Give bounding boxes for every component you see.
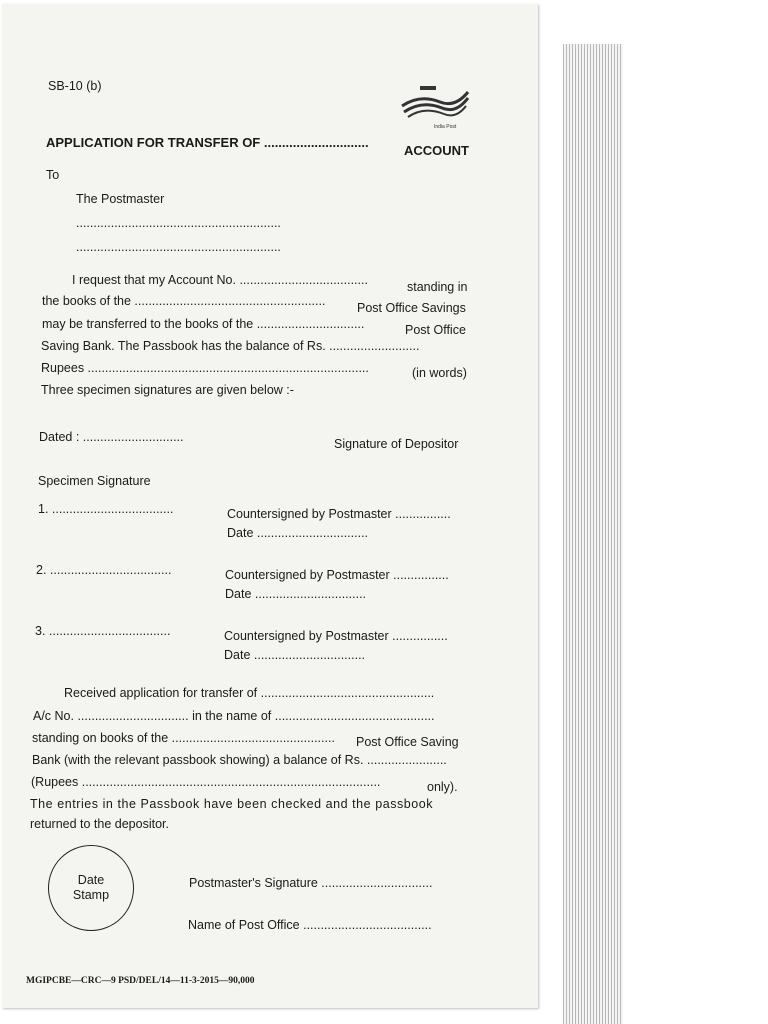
stamp-date-label: Date <box>77 873 105 887</box>
page-stack-edge <box>563 44 623 1024</box>
print-footer: MGIPCBE—CRC—9 PSD/DEL/14—11-3-2015—90,000 <box>26 976 255 986</box>
date-stamp-circle <box>48 845 134 931</box>
stamp-stamp-label: Stamp <box>72 888 110 902</box>
address-line-1: ........................................................... <box>76 216 281 230</box>
postmaster-signature-field: Postmaster's Signature ................................ <box>189 876 433 890</box>
received-line-5: (Rupees ...................................................................................... <box>31 775 381 789</box>
specimen-2: 2. ................................... <box>36 563 172 577</box>
received-line-5-end: only). <box>427 780 458 794</box>
body-line-2: the books of the ....................................................... <box>42 294 326 308</box>
form-title: APPLICATION FOR TRANSFER OF ............................. <box>46 135 369 150</box>
to-label: To <box>46 168 60 182</box>
received-line-7: returned to the depositor. <box>30 817 169 831</box>
post-office-name-field: Name of Post Office ..................................... <box>188 918 432 932</box>
india-post-logo <box>400 84 470 135</box>
body-line-2-end: Post Office Savings <box>357 301 466 315</box>
dated-field: Dated : ............................. <box>39 430 184 444</box>
received-line-3-end: Post Office Saving <box>356 735 459 749</box>
received-line-1: Received application for transfer of .................................................. <box>64 686 435 700</box>
received-line-2: A/c No. ................................ in the name of .............................................. <box>33 709 435 723</box>
received-line-4: Bank (with the relevant passbook showing) a balance of Rs. ....................... <box>32 753 447 767</box>
signature-of-depositor: Signature of Depositor <box>334 437 459 451</box>
body-line-1-end: standing in <box>407 280 468 294</box>
specimen-heading: Specimen Signature <box>38 474 151 488</box>
countersigned-1: Countersigned by Postmaster ................ <box>227 507 451 521</box>
address-line-2: ........................................................... <box>76 240 281 254</box>
received-line-3: standing on books of the ............................................... <box>32 731 335 745</box>
countersigned-3: Countersigned by Postmaster ................ <box>224 629 448 643</box>
date-3: Date ................................ <box>224 648 366 662</box>
form-paper <box>2 4 538 1008</box>
body-line-5: Rupees ................................................................................. <box>41 361 369 375</box>
specimen-3: 3. ................................... <box>35 624 171 638</box>
form-code: SB-10 (b) <box>48 79 102 93</box>
body-line-4: Saving Bank. The Passbook has the balance of Rs. .......................... <box>41 339 420 353</box>
addressee: The Postmaster <box>76 192 165 206</box>
specimen-1: 1. ................................... <box>38 502 174 516</box>
form-title-account: ACCOUNT <box>404 143 469 158</box>
date-1: Date ................................ <box>227 526 369 540</box>
body-line-3-end: Post Office <box>405 323 466 337</box>
date-2: Date ................................ <box>225 587 367 601</box>
logo-caption: India Post <box>434 124 457 130</box>
countersigned-2: Countersigned by Postmaster ................ <box>225 568 449 582</box>
body-line-1: I request that my Account No. ..................................... <box>72 273 368 287</box>
body-line-5-end: (in words) <box>412 366 467 380</box>
received-line-6: The entries in the Passbook have been checked and the passbook <box>30 797 434 811</box>
body-line-3: may be transferred to the books of the ............................... <box>42 317 365 331</box>
body-line-6: Three specimen signatures are given below :- <box>41 383 294 397</box>
